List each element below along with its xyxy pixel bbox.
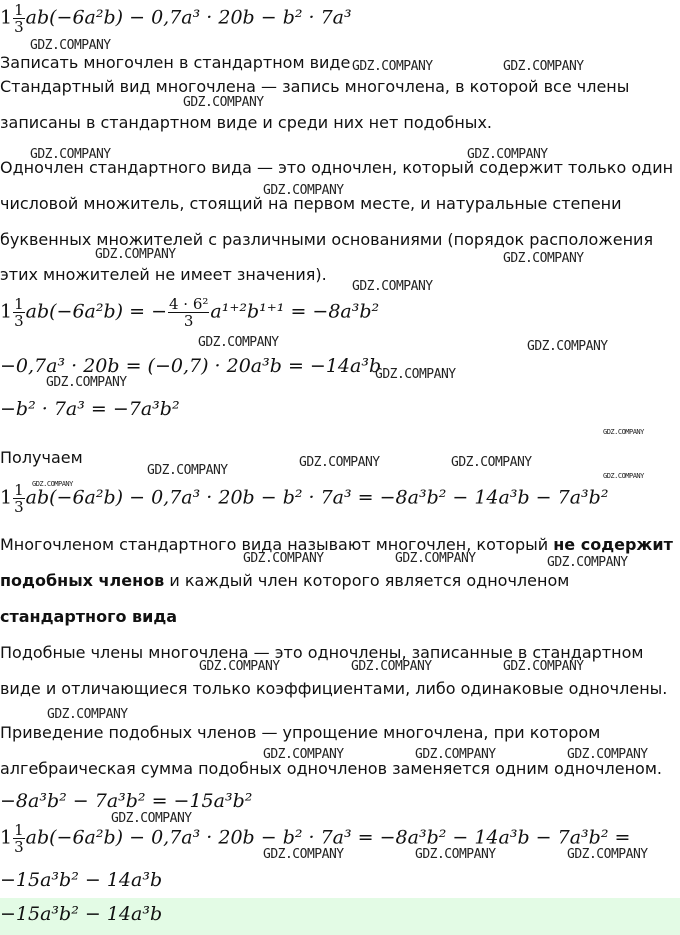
result-expression: 1 $\frac{1}{3}$ ab(−6a²b) − 0,7a³ · 20b − b² · 7a³ = −8a³b² − 14a³b − 7a³b² (0, 481, 609, 516)
watermark: GDZ.COMPANY (395, 551, 476, 566)
watermark: GDZ.COMPANY (30, 147, 111, 162)
combine-step: −8a³b² − 7a³b² = −15a³b² (0, 790, 253, 812)
task-expression (0, 2, 352, 35)
step-1: 1 $\frac{1}{3}$ ab(−6a²b) = − $\frac{\text{4 · 6²}}{3}$ a¹⁺²b¹⁺¹ = −8a³b² (0, 295, 380, 330)
definition-line: Многочленом стандартного вида называют многочлен, который не содержит (0, 535, 673, 554)
watermark: GDZ.COMPANY (415, 847, 496, 862)
watermark: GDZ.COMPANY (46, 375, 127, 390)
final-continuation: −15a³b² − 14a³b (0, 869, 163, 891)
watermark: GDZ.COMPANY (263, 847, 344, 862)
watermark: GDZ.COMPANY (375, 367, 456, 382)
watermark: GDZ.COMPANY (503, 59, 584, 74)
watermark: GDZ.COMPANY (199, 659, 280, 674)
watermark: GDZ.COMPANY (351, 659, 432, 674)
watermark: GDZ.COMPANY (352, 59, 433, 74)
paragraph-line: числовой множитель, стоящий на первом месте, и натуральные степени (0, 194, 622, 213)
step-2: −0,7a³ · 20b = (−0,7) · 20a³b = −14a³b (0, 355, 382, 377)
paragraph-line: этих множителей не имеет значения). (0, 265, 327, 284)
watermark: GDZ.COMPANY (30, 38, 111, 53)
watermark: GDZ.COMPANY (299, 455, 380, 470)
watermark: GDZ.COMPANY (198, 335, 279, 350)
definition-line: виде и отличающиеся только коэффициентами, либо одинаковые одночлены. (0, 679, 668, 698)
watermark: GDZ.COMPANY (263, 747, 344, 762)
watermark: GDZ.COMPANY (451, 455, 532, 470)
watermark: GDZ.COMPANY (567, 847, 648, 862)
watermark: GDZ.COMPANY (547, 555, 628, 570)
definition-line: стандартного вида (0, 607, 178, 626)
paragraph-line: Одночлен стандартного вида — это одночлен, который содержит только один (0, 158, 674, 177)
watermark: GDZ.COMPANY (147, 463, 228, 478)
watermark: GDZ.COMPANY (32, 480, 73, 488)
watermark: GDZ.COMPANY (467, 147, 548, 162)
definition-line: подобных членов и каждый член которого является одночленом (0, 571, 570, 590)
paragraph-line: буквенных множителей с различными основаниями (порядок расположения (0, 230, 654, 249)
watermark: GDZ.COMPANY (503, 251, 584, 266)
watermark: GDZ.COMPANY (243, 551, 324, 566)
watermark: GDZ.COMPANY (263, 183, 344, 198)
watermark: GDZ.COMPANY (352, 279, 433, 294)
watermark: GDZ.COMPANY (603, 472, 644, 480)
watermark: GDZ.COMPANY (111, 811, 192, 826)
watermark: GDZ.COMPANY (183, 95, 264, 110)
definition-line: алгебраическая сумма подобных одночленов заменяется одним одночленом. (0, 759, 662, 778)
fraction: $\frac{1}{3}$ (14, 1, 24, 36)
step-1-fraction: $\frac{\text{4 · 6²}}{3}$ (169, 295, 209, 330)
watermark: GDZ.COMPANY (415, 747, 496, 762)
paragraph-line: записаны в стандартном виде и среди них нет подобных. (0, 113, 492, 132)
watermark: GDZ.COMPANY (47, 707, 128, 722)
watermark: GDZ.COMPANY (603, 428, 644, 436)
whole-part: 1 (0, 6, 13, 29)
definition-line: Подобные члены многочлена — это одночлены, записанные в стандартном (0, 643, 644, 662)
watermark: GDZ.COMPANY (503, 659, 584, 674)
task-text: Записать многочлен в стандартном виде (0, 53, 351, 72)
answer: −15a³b² − 14a³b (0, 903, 163, 925)
expression-rest: ab(−6a²b) − 0,7a³ · 20b − b² · 7a³ (25, 6, 352, 29)
paragraph-line: Стандартный вид многочлена — запись многочлена, в которой все члены (0, 77, 630, 96)
watermark: GDZ.COMPANY (95, 247, 176, 262)
watermark: GDZ.COMPANY (527, 339, 608, 354)
result-label: Получаем (0, 448, 83, 467)
watermark: GDZ.COMPANY (567, 747, 648, 762)
final-expression: 1 $\frac{1}{3}$ ab(−6a²b) − 0,7a³ · 20b − b² · 7a³ = −8a³b² − 14a³b − 7a³b² = (0, 821, 631, 856)
definition-line: Приведение подобных членов — упрощение многочлена, при котором (0, 723, 601, 742)
step-3: −b² · 7a³ = −7a³b² (0, 398, 180, 420)
